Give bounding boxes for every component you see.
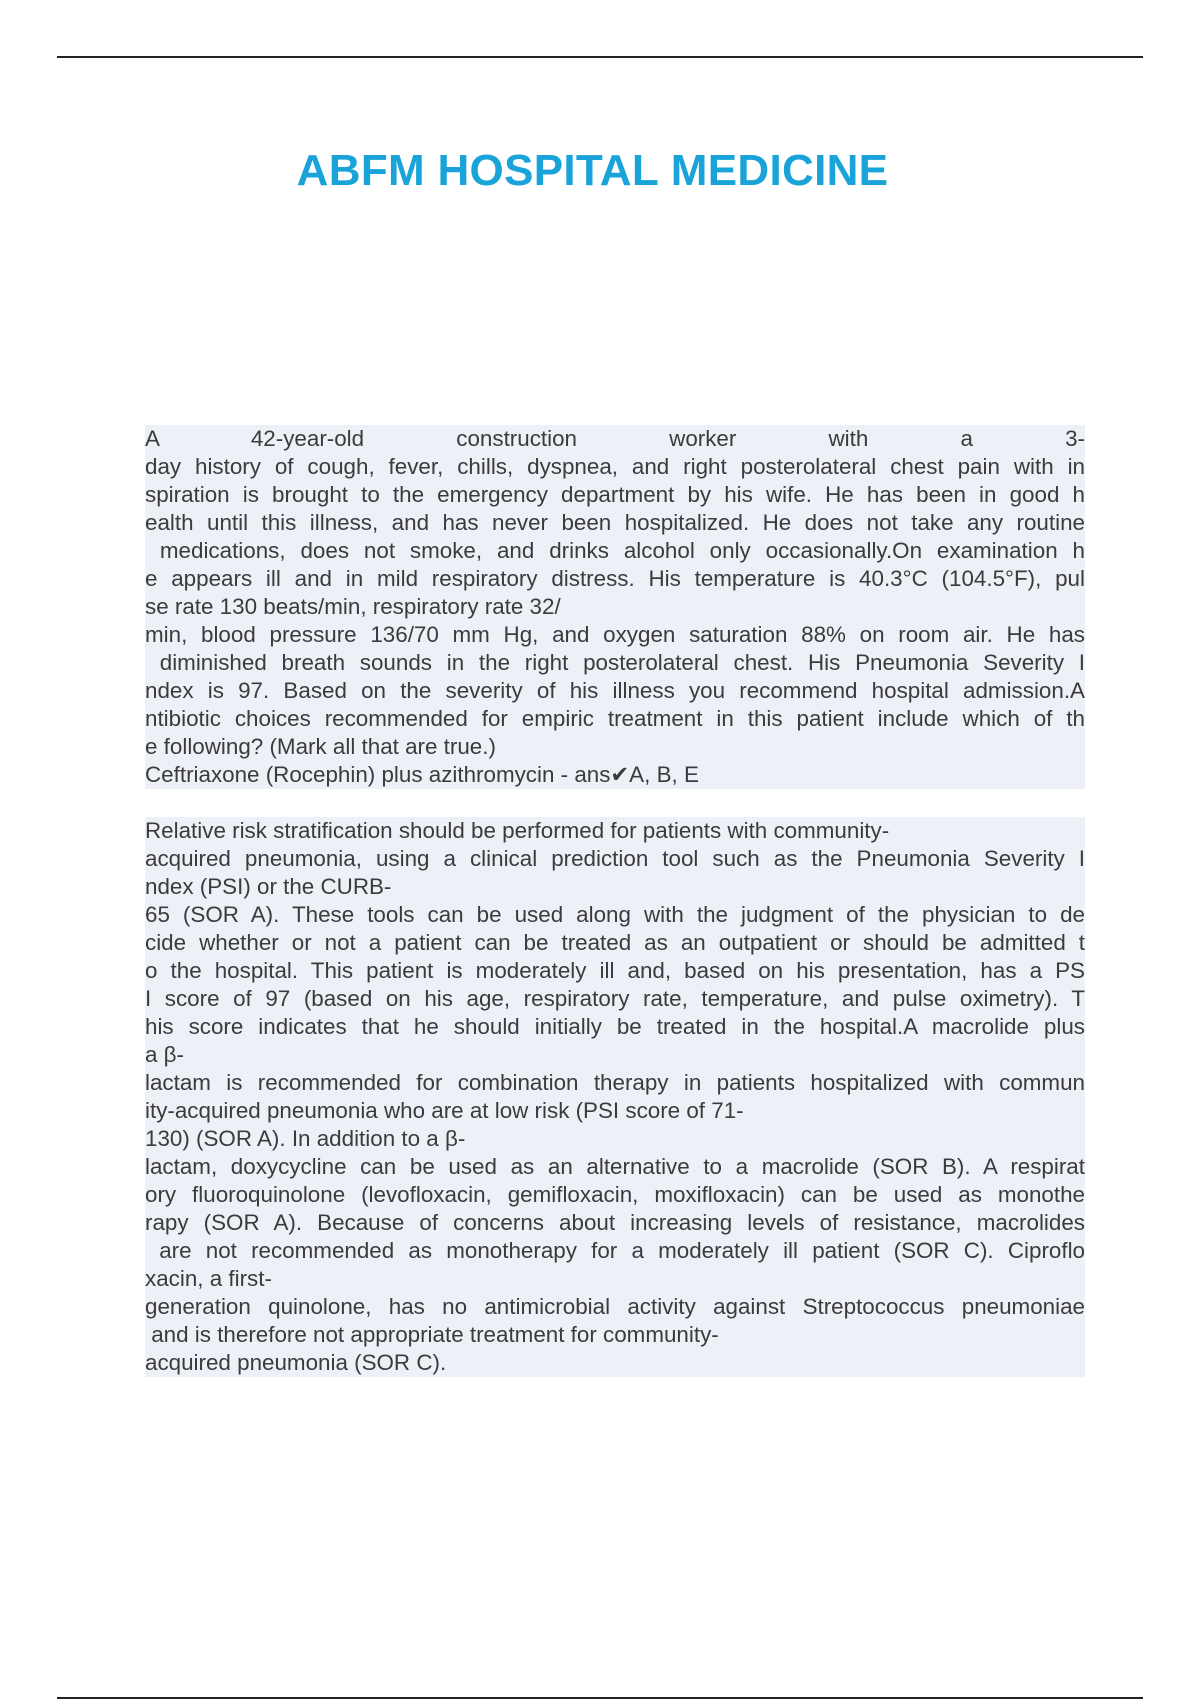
- explanation-line: cide whether or not a patient can be treated as an outpatient or should be admitted t: [145, 930, 1085, 955]
- explanation-line: rapy (SOR A). Because of concerns about increasing levels of resistance, macrolides: [145, 1210, 1085, 1235]
- question-line: min, blood pressure 136/70 mm Hg, and oxygen saturation 88% on room air. He has: [145, 622, 1085, 647]
- explanation-line: a β-: [145, 1041, 1085, 1069]
- explanation-line: Relative risk stratification should be performed for patients with community-: [145, 817, 1085, 845]
- explanation-line: his score indicates that he should initially be treated in the hospital.A macrolide plus: [145, 1014, 1085, 1039]
- question-line: ntibiotic choices recommended for empiric treatment in this patient include which of th: [145, 706, 1085, 731]
- explanation-line: and is therefore not appropriate treatment for community-: [145, 1321, 1085, 1349]
- top-rule: [57, 56, 1143, 58]
- question-line: spiration is brought to the emergency department by his wife. He has been in good h: [145, 482, 1085, 507]
- explanation-line: acquired pneumonia (SOR C).: [145, 1349, 1085, 1377]
- explanation-line: lactam is recommended for combination therapy in patients hospitalized with commun: [145, 1070, 1085, 1095]
- question-line: medications, does not smoke, and drinks alcohol only occasionally.On examination h: [145, 538, 1085, 563]
- question-line: se rate 130 beats/min, respiratory rate 32/: [145, 593, 1085, 621]
- question-line: ealth until this illness, and has never been hospitalized. He does not take any routine: [145, 510, 1085, 535]
- explanation-line: 130) (SOR A). In addition to a β-: [145, 1125, 1085, 1153]
- paragraph-spacer: [145, 789, 1085, 817]
- explanation-line: 65 (SOR A). These tools can be used along with the judgment of the physician to de: [145, 902, 1085, 927]
- explanation-line: xacin, a first-: [145, 1265, 1085, 1293]
- document-body: [145, 425, 1085, 1377]
- explanation-line: I score of 97 (based on his age, respiratory rate, temperature, and pulse oximetry). T: [145, 986, 1085, 1011]
- explanation-line: generation quinolone, has no antimicrobial activity against Streptococcus pneumoniae: [145, 1294, 1085, 1319]
- question-line: day history of cough, fever, chills, dyspnea, and right posterolateral chest pain with in: [145, 454, 1085, 479]
- explanation-block: [145, 817, 1085, 1377]
- answer-line: Ceftriaxone (Rocephin) plus azithromycin - ans✔A, B, E: [145, 761, 1085, 789]
- question-line: e following? (Mark all that are true.): [145, 733, 1085, 761]
- explanation-line: are not recommended as monotherapy for a moderately ill patient (SOR C). Ciproflo: [145, 1238, 1085, 1263]
- explanation-line: ory fluoroquinolone (levofloxacin, gemifloxacin, moxifloxacin) can be used as monothe: [145, 1182, 1085, 1207]
- question-line: A 42-year-old construction worker with a 3-: [145, 426, 1085, 451]
- question-line: ndex is 97. Based on the severity of his illness you recommend hospital admission.A: [145, 678, 1085, 703]
- explanation-line: ity-acquired pneumonia who are at low risk (PSI score of 71-: [145, 1097, 1085, 1125]
- explanation-line: ndex (PSI) or the CURB-: [145, 873, 1085, 901]
- document-title: ABFM HOSPITAL MEDICINE: [296, 146, 889, 195]
- question-line: diminished breath sounds in the right posterolateral chest. His Pneumonia Severity I: [145, 650, 1085, 675]
- explanation-line: acquired pneumonia, using a clinical prediction tool such as the Pneumonia Severity I: [145, 846, 1085, 871]
- question-line: e appears ill and in mild respiratory distress. His temperature is 40.3°C (104.5°F), pul: [145, 566, 1085, 591]
- explanation-line: o the hospital. This patient is moderately ill and, based on his presentation, has a PS: [145, 958, 1085, 983]
- explanation-line: lactam, doxycycline can be used as an alternative to a macrolide (SOR B). A respirat: [145, 1154, 1085, 1179]
- bottom-rule: [57, 1697, 1143, 1699]
- question-block: [145, 425, 1085, 789]
